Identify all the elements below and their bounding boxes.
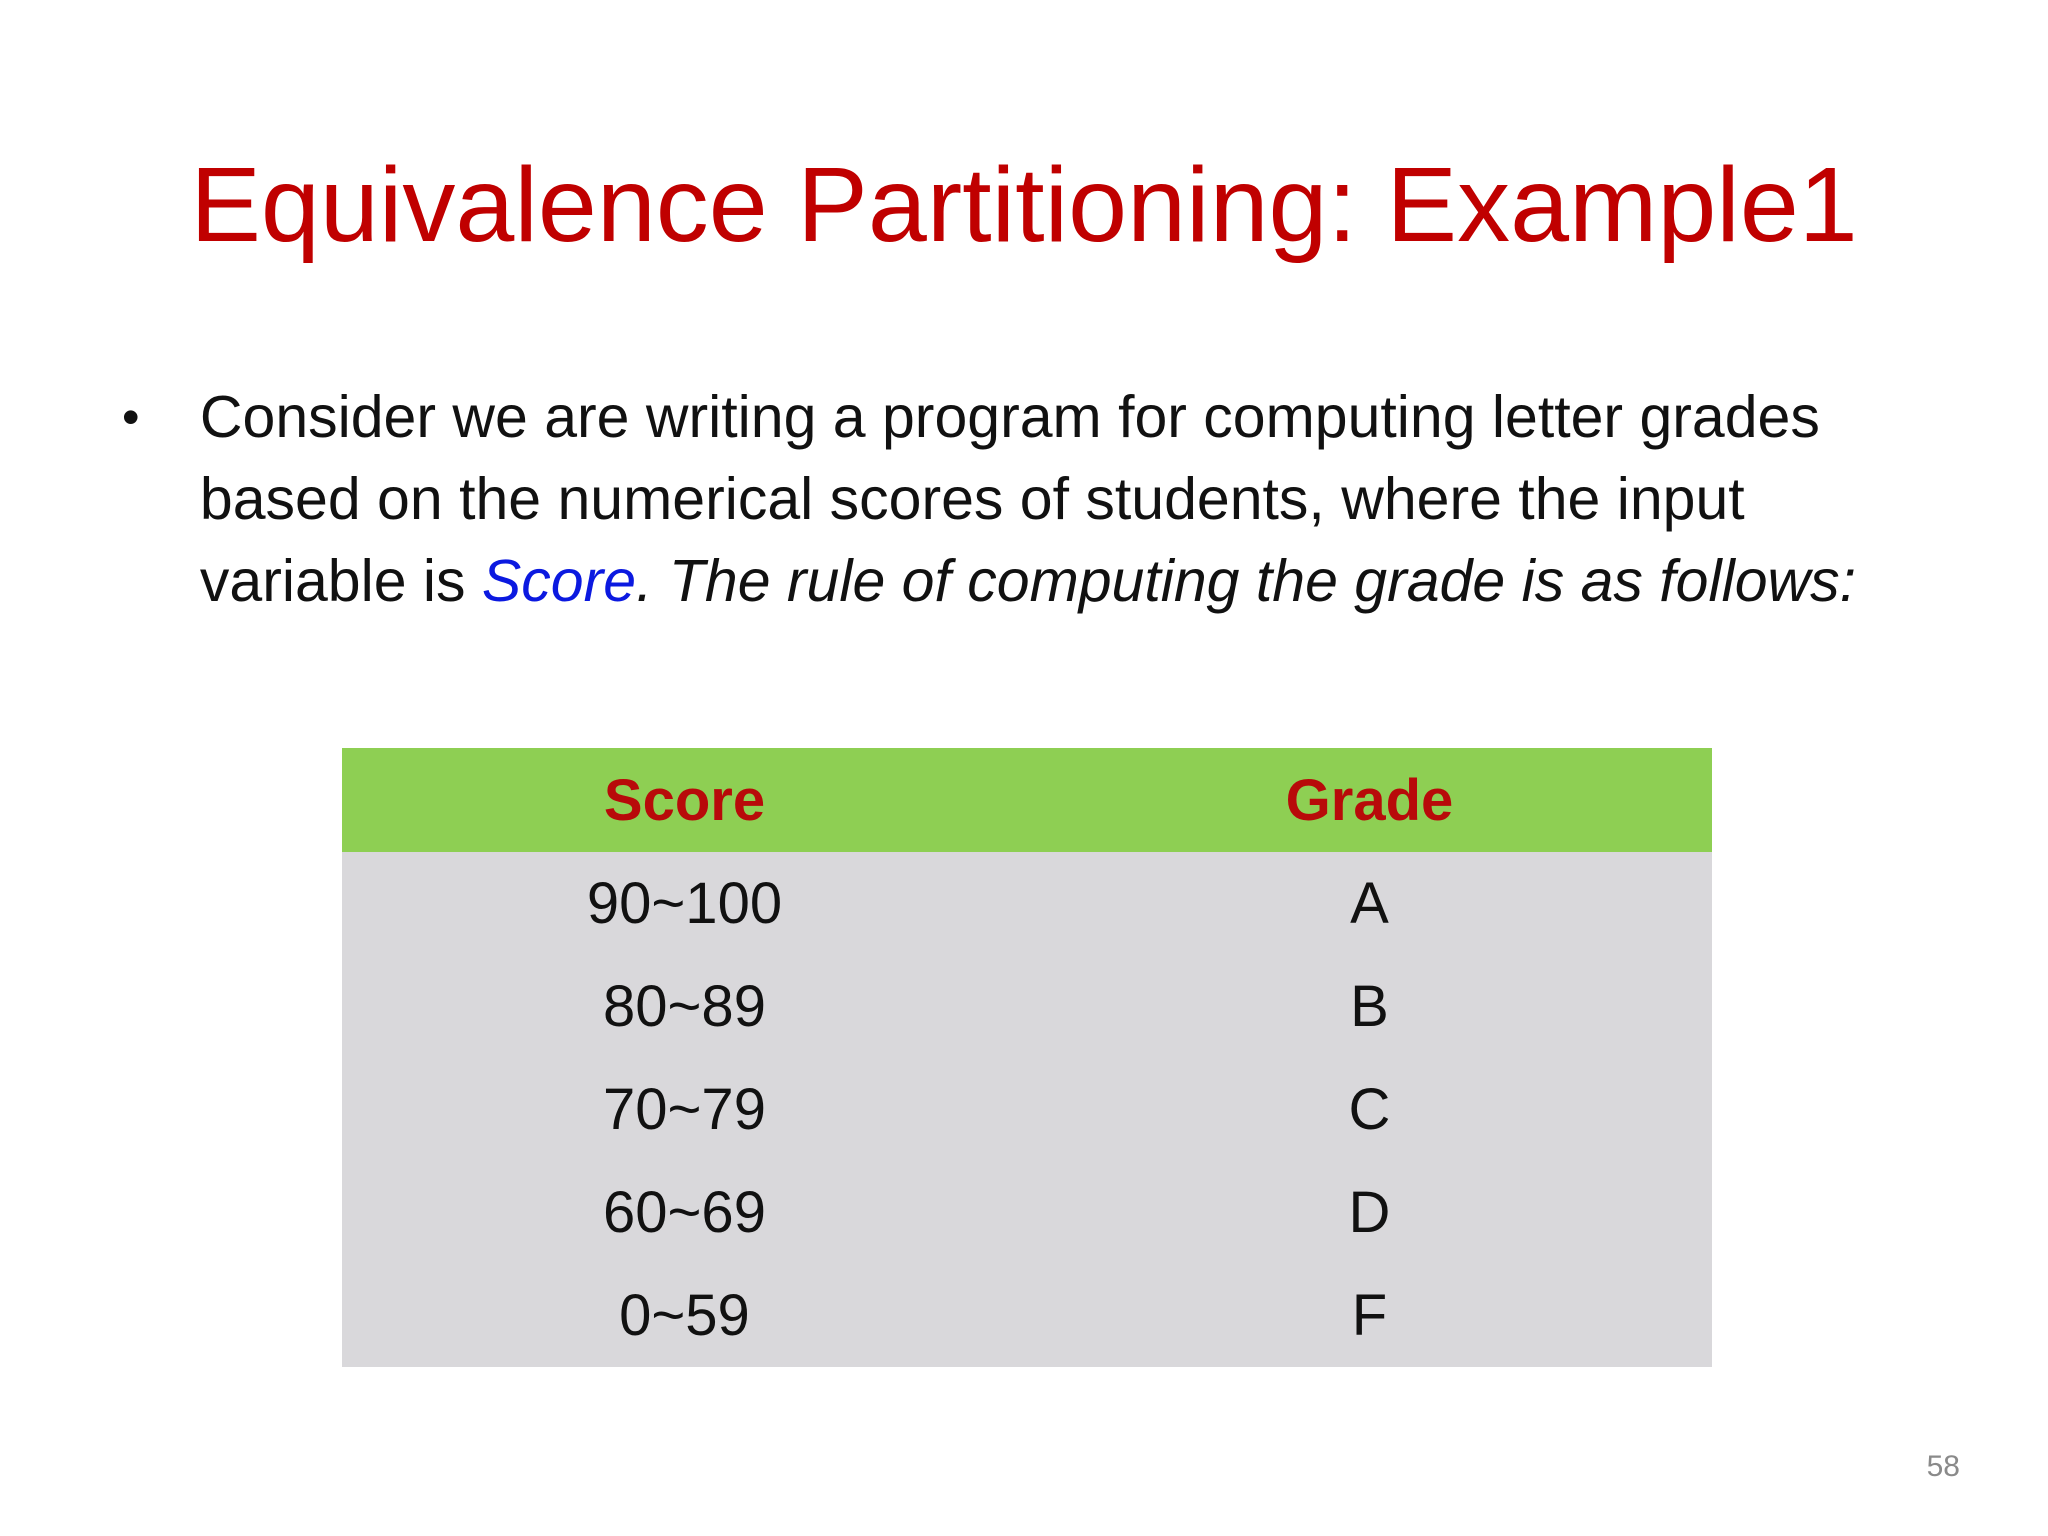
score-cell: 90~100	[342, 852, 1027, 955]
header-score: Score	[342, 748, 1027, 852]
score-cell: 0~59	[342, 1264, 1027, 1367]
variable-name: Score	[481, 548, 637, 614]
bullet-text	[200, 376, 1918, 622]
header-grade: Grade	[1027, 748, 1712, 852]
bullet-text-intro: Consider we are writing a program for computing letter grades based on the numerical scores of students, where the input variable is	[199, 384, 1820, 614]
page-number: 58	[1926, 1450, 1960, 1483]
grade-cell: C	[1027, 1058, 1712, 1161]
score-cell: 70~79	[342, 1058, 1027, 1161]
grade-table	[342, 748, 1712, 1367]
bullet-text-rule: . The rule of computing the grade is as follows:	[636, 548, 1857, 614]
table-row	[342, 1161, 1712, 1264]
table-row	[342, 955, 1712, 1058]
bullet-item	[118, 376, 1918, 622]
table-row	[342, 1264, 1712, 1367]
grade-cell: D	[1027, 1161, 1712, 1264]
score-cell: 80~89	[342, 955, 1027, 1058]
bullet-dot-icon: •	[122, 389, 140, 445]
table-header-row	[342, 748, 1712, 852]
score-cell: 60~69	[342, 1161, 1027, 1264]
slide-body	[118, 376, 1918, 622]
grade-cell: B	[1027, 955, 1712, 1058]
table-row	[342, 1058, 1712, 1161]
table-row	[342, 852, 1712, 955]
grade-cell: F	[1027, 1264, 1712, 1367]
grade-cell: A	[1027, 852, 1712, 955]
slide-title: Equivalence Partitioning: Example1	[190, 146, 1858, 264]
